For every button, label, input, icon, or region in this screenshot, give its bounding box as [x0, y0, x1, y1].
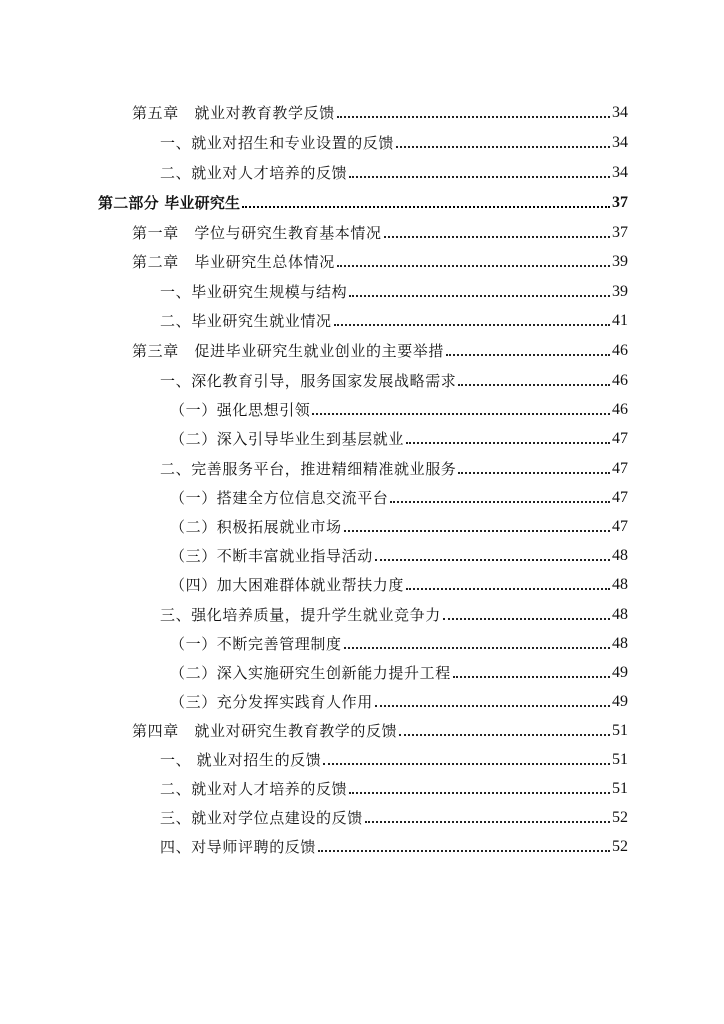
toc-page-number: 46 [612, 342, 628, 359]
toc-entry-subsection[interactable] [170, 660, 628, 682]
toc-entry-subsection[interactable] [170, 543, 628, 565]
dot-leader [323, 763, 610, 765]
dot-leader [406, 588, 610, 590]
toc-entry-subsection[interactable] [170, 572, 628, 594]
toc-entry-section[interactable] [160, 368, 628, 390]
toc-page-number: 49 [612, 664, 628, 681]
toc-entry-section[interactable] [160, 456, 628, 478]
toc-entry-label: （四）加大困难群体就业帮扶力度 [170, 576, 405, 594]
toc-page-number: 37 [612, 224, 628, 241]
dot-leader [242, 206, 610, 208]
toc-entry-label: （二）深入实施研究生创新能力提升工程 [170, 664, 451, 682]
toc-entry-label: （一）搭建全方位信息交流平台 [170, 489, 389, 507]
toc-entry-label: 第二部分 毕业研究生 [98, 194, 241, 212]
toc-entry-label: （三）充分发挥实践育人作用 [170, 693, 373, 711]
toc-entry-label: 一、就业对招生和专业设置的反馈 [160, 134, 395, 152]
toc-page-number: 51 [612, 722, 628, 739]
toc-entry-part-2[interactable] [98, 190, 628, 212]
dot-leader [406, 442, 610, 444]
toc-entry-section[interactable] [160, 160, 628, 182]
dot-leader [446, 354, 610, 356]
toc-entry-subsection[interactable] [170, 631, 628, 653]
toc-entry-label: 三、就业对学位点建设的反馈 [160, 809, 363, 827]
toc-entry-label: 二、就业对人才培养的反馈 [160, 164, 348, 182]
dot-leader [318, 850, 610, 852]
dot-leader [349, 792, 610, 794]
dot-leader [365, 821, 610, 823]
toc-page-number: 34 [612, 104, 628, 121]
toc-entry-label: 第二章 毕业研究生总体情况 [132, 253, 335, 271]
toc-entry-chapter-4[interactable] [132, 718, 628, 740]
dot-leader [458, 472, 610, 474]
dot-leader [312, 413, 610, 415]
toc-page-number: 34 [612, 134, 628, 151]
dot-leader [344, 647, 610, 649]
dot-leader [344, 530, 610, 532]
toc-entry-label: 二、毕业研究生就业情况 [160, 312, 332, 330]
dot-leader [337, 116, 610, 118]
toc-page-number: 51 [612, 751, 628, 768]
toc-entry-label: 二、就业对人才培养的反馈 [160, 780, 348, 798]
toc-entry-label: 一、 就业对招生的反馈 [160, 751, 322, 769]
toc-entry-label: 四、对导师评聘的反馈 [160, 838, 317, 856]
toc-entry-section[interactable] [160, 834, 628, 856]
toc-page-number: 47 [612, 489, 628, 506]
dot-leader [458, 384, 610, 386]
toc-page-number: 48 [612, 576, 628, 593]
toc-page-number: 39 [612, 253, 628, 270]
toc-entry-subsection[interactable] [170, 689, 628, 711]
toc-entry-label: （二）积极拓展就业市场 [170, 518, 342, 536]
toc-entry-label: 一、深化教育引导，服务国家发展战略需求 [160, 372, 457, 390]
toc-page-number: 46 [612, 372, 628, 389]
toc-page-number: 51 [612, 780, 628, 797]
toc-entry-section[interactable] [160, 805, 628, 827]
toc-entry-subsection[interactable] [170, 514, 628, 536]
dot-leader [349, 295, 610, 297]
dot-leader [396, 146, 610, 148]
dot-leader [334, 324, 610, 326]
toc-page-number: 47 [612, 430, 628, 447]
toc-page-number: 52 [612, 809, 628, 826]
toc-entry-section[interactable] [160, 776, 628, 798]
toc-entry-section[interactable] [160, 130, 628, 152]
toc-page-number: 48 [612, 635, 628, 652]
toc-entry-label: 第四章 就业对研究生教育教学的反馈 [132, 722, 398, 740]
toc-entry-label: （一）强化思想引领 [170, 401, 311, 419]
toc-page-number: 48 [612, 547, 628, 564]
toc-page-number: 34 [612, 164, 628, 181]
toc-page-number: 47 [612, 518, 628, 535]
toc-entry-chapter-3[interactable] [132, 338, 628, 360]
toc-entry-label: 第三章 促进毕业研究生就业创业的主要举措 [132, 342, 445, 360]
toc-page-number: 39 [612, 283, 628, 300]
dot-leader [399, 734, 610, 736]
toc-page-number: 48 [612, 606, 628, 623]
toc-entry-section[interactable] [160, 279, 628, 301]
toc-entry-subsection[interactable] [170, 426, 628, 448]
dot-leader [375, 705, 610, 707]
dot-leader [453, 676, 610, 678]
toc-entry-subsection[interactable] [170, 397, 628, 419]
toc-entry-chapter-2[interactable] [132, 249, 628, 271]
toc-entry-section[interactable] [160, 308, 628, 330]
toc-entry-chapter-5[interactable] [132, 100, 628, 122]
toc-entry-subsection[interactable] [170, 485, 628, 507]
dot-leader [390, 501, 610, 503]
toc-page-number: 52 [612, 838, 628, 855]
toc-page-number: 37 [612, 194, 628, 211]
dot-leader [337, 265, 610, 267]
toc-entry-section[interactable] [160, 747, 628, 769]
toc-entry-section[interactable] [160, 602, 628, 624]
toc-entry-label: 三、强化培养质量，提升学生就业竞争力 [160, 606, 441, 624]
toc-entry-label: 二、完善服务平台，推进精细精准就业服务 [160, 460, 457, 478]
toc-page-number: 41 [612, 312, 628, 329]
toc-page-number: 49 [612, 693, 628, 710]
toc-entry-label: 第一章 学位与研究生教育基本情况 [132, 224, 382, 242]
dot-leader [375, 559, 610, 561]
toc-entry-chapter-1[interactable] [132, 220, 628, 242]
toc-entry-label: （三）不断丰富就业指导活动 [170, 547, 373, 565]
toc-entry-label: （二）深入引导毕业生到基层就业 [170, 430, 405, 448]
dot-leader [349, 176, 610, 178]
dot-leader [443, 618, 610, 620]
toc-page-number: 47 [612, 460, 628, 477]
toc-entry-label: 一、毕业研究生规模与结构 [160, 283, 348, 301]
toc-entry-label: （一）不断完善管理制度 [170, 635, 342, 653]
toc-entry-label: 第五章 就业对教育教学反馈 [132, 104, 335, 122]
toc-page-number: 46 [612, 401, 628, 418]
dot-leader [384, 236, 610, 238]
